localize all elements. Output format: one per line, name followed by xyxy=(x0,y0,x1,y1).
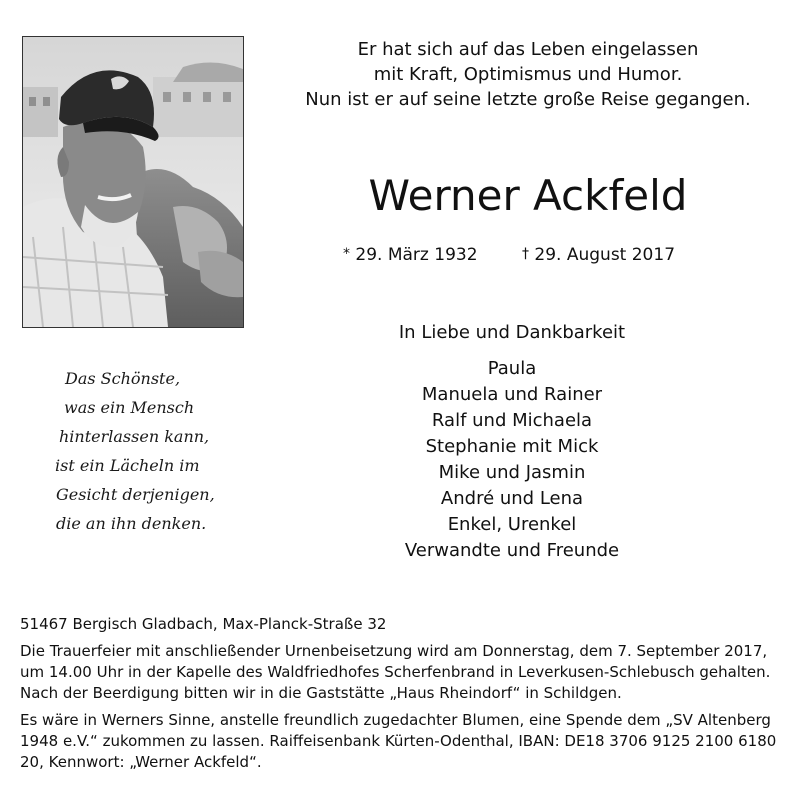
mourners-heading: In Liebe und Dankbarkeit xyxy=(398,322,626,343)
mourner-name: Paula xyxy=(487,358,537,379)
birth-date-text: 29. März 1932 xyxy=(355,245,478,265)
deceased-name: Werner Ackfeld xyxy=(368,171,688,220)
handwritten-poem xyxy=(40,364,240,538)
portrait-photo xyxy=(22,36,244,328)
mourners-list xyxy=(340,320,684,564)
poem-line: was ein Mensch xyxy=(64,398,195,417)
quote-line: mit Kraft, Optimismus und Humor. xyxy=(373,64,683,85)
mourner-name: Enkel, Urenkel xyxy=(447,514,577,535)
death-date xyxy=(522,243,675,266)
birth-symbol: * xyxy=(343,246,350,262)
mourner-name: Mike und Jasmin xyxy=(438,462,586,483)
quote-line: Er hat sich auf das Leben eingelassen xyxy=(357,39,699,60)
mourner-name: Stephanie mit Mick xyxy=(425,436,599,457)
poem-line: Gesicht derjenigen, xyxy=(56,485,215,504)
poem-line: hinterlassen kann, xyxy=(59,427,210,446)
poem-line: die an ihn denken. xyxy=(56,514,207,533)
poem-line: ist ein Lächeln im xyxy=(55,456,200,475)
portrait-image xyxy=(23,37,243,327)
footer-info xyxy=(20,614,788,773)
cross-icon: † xyxy=(522,246,529,262)
mourner-name: Ralf und Michaela xyxy=(431,410,593,431)
funeral-details: Die Trauerfeier mit anschließender Urnenbeisetzung wird am Donnerstag, dem 7. September 2017, um 14.00 Uhr in der Kapelle des Waldfriedhofes Scherfenbrand in Leverkusen-Schlebusch gehalten. Nach der Beerdigung bitten wir in die Gaststätte „Haus Rheindorf“ in Schildgen. xyxy=(20,642,771,702)
mourner-name: André und Lena xyxy=(440,488,584,509)
quote-line: Nun ist er auf seine letzte große Reise gegangen. xyxy=(305,89,751,110)
poem-line: Das Schönste, xyxy=(65,369,181,388)
mourner-name: Verwandte und Freunde xyxy=(404,540,620,561)
opening-quote xyxy=(268,37,788,112)
birth-date xyxy=(343,243,478,266)
mourner-name: Manuela und Rainer xyxy=(421,384,603,405)
donation-request: Es wäre in Werners Sinne, anstelle freundlich zugedachter Blumen, eine Spende dem „SV Altenberg 1948 e.V.“ zukommen zu lassen. Raiffeisenbank Kürten-Odenthal, IBAN: DE18 3706 9125 2100 6180 20, Kennwort: „Werner Ackfeld“. xyxy=(20,711,777,771)
death-date-text: 29. August 2017 xyxy=(534,245,676,265)
family-address: 51467 Bergisch Gladbach, Max-Planck-Straße 32 xyxy=(20,615,387,633)
